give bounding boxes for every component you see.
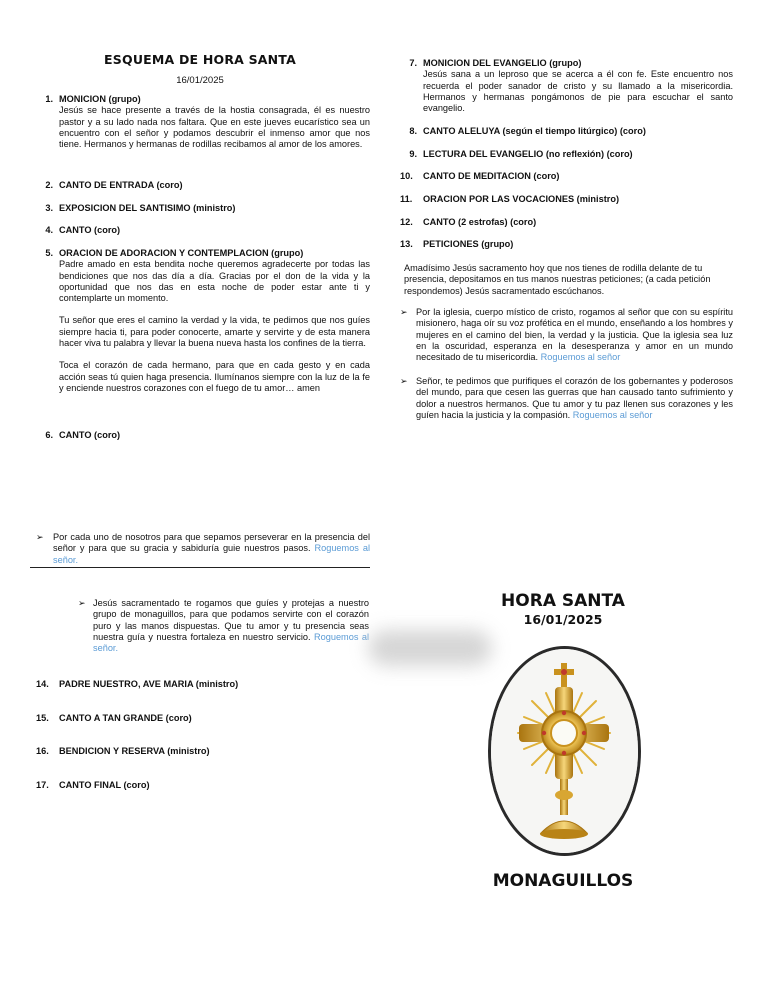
list-item xyxy=(400,126,733,137)
petitions-intro: Amadísimo Jesús sacramento hoy que nos tienes de rodilla delante de tu presencia, depositamos en tus manos nuestras peticiones; (a cada petición respondemos) Jesús sacramentado escúchanos. xyxy=(404,263,711,296)
petition-bullet xyxy=(78,598,369,654)
item-number: 14. xyxy=(36,679,49,689)
list-item xyxy=(36,430,370,441)
list-item xyxy=(400,171,733,182)
item-heading: CANTO FINAL (coro) xyxy=(59,780,150,790)
list-item xyxy=(36,225,370,236)
cover-subtitle: MONAGUILLOS xyxy=(492,871,634,891)
arrow-bullet-icon: ➢ xyxy=(400,376,408,386)
page-date: 16/01/2025 xyxy=(176,75,224,86)
list-item xyxy=(400,149,733,160)
item-number: 10. xyxy=(400,171,413,181)
item-heading: PETICIONES (grupo) xyxy=(423,239,514,249)
arrow-bullet-icon: ➢ xyxy=(36,532,44,542)
item-heading: ORACION POR LAS VOCACIONES (ministro) xyxy=(423,194,620,204)
cover-image-frame xyxy=(488,646,641,856)
item-number: 3. xyxy=(45,203,53,213)
item-heading: MONICION (grupo) xyxy=(59,94,141,104)
item-heading: BENDICION Y RESERVA (ministro) xyxy=(59,746,210,756)
item-body: Padre amado en esta bendita noche queremos agradecerte por todas las bendiciones que nos das día a día. Gracias por el don de la vida y la oportunidad que nos das en esta noche de poder estar ante ti y contemplarte un momento. xyxy=(59,259,370,304)
petition-text: Por la iglesia, cuerpo místico de cristo, rogamos al señor que con su espíritu misionero, haga oír su voz profética en el mundo, enseñando a los hombres y mujeres en el camino del bien, la verdad y la justicia. Que la iglesia sea luz en la oscuridad, esperanza en la desesperanza y amor en un mundo necesitado de tu misericordia. xyxy=(416,307,733,363)
item-heading: CANTO (coro) xyxy=(59,225,121,235)
item-number: 11. xyxy=(400,194,413,204)
list-item xyxy=(36,248,370,394)
arrow-bullet-icon: ➢ xyxy=(400,307,408,317)
item-number: 8. xyxy=(409,126,417,136)
petition-bullet xyxy=(36,532,370,566)
list-item xyxy=(400,239,733,250)
list-item xyxy=(400,194,733,205)
item-heading: PADRE NUESTRO, AVE MARIA (ministro) xyxy=(59,679,239,689)
item-heading: ORACION DE ADORACION Y CONTEMPLACION (grupo) xyxy=(59,248,304,258)
item-number: 12. xyxy=(400,217,413,227)
list-item xyxy=(36,180,370,191)
item-number: 13. xyxy=(400,239,413,249)
item-heading: CANTO ALELUYA (según el tiempo litúrgico) (coro) xyxy=(423,126,646,136)
petition-response: Roguemos al señor. xyxy=(93,631,369,654)
item-number: 2. xyxy=(45,180,53,190)
item-body: Toca el corazón de cada hermano, para que en cada gesto y en cada acción seas tú quien haga presencia. Ilumínanos siempre con la luz de la fe y enciende nuestros corazones con el fuego de tu amor… amen xyxy=(59,360,370,393)
item-heading: EXPOSICION DEL SANTISIMO (ministro) xyxy=(59,203,236,213)
arrow-bullet-icon: ➢ xyxy=(78,598,86,608)
item-heading: MONICION DEL EVANGELIO (grupo) xyxy=(423,58,582,68)
petition-text: Por cada uno de nosotros para que sepamos perseverar en la presencia del señor y para que su gracia y sabiduría guie nuestros pasos. xyxy=(53,532,370,554)
blurred-smudge xyxy=(368,630,492,666)
item-heading: CANTO (2 estrofas) (coro) xyxy=(423,217,537,227)
petition-response: Roguemos al señor xyxy=(540,352,621,363)
petition-response: Roguemos al señor. xyxy=(53,543,370,565)
item-number: 5. xyxy=(45,248,53,258)
item-heading: LECTURA DEL EVANGELIO (no reflexión) (coro) xyxy=(423,149,633,159)
item-heading: CANTO (coro) xyxy=(59,430,121,440)
monstrance-icon xyxy=(491,649,638,853)
item-number: 7. xyxy=(409,58,417,68)
petition-bullet xyxy=(400,307,733,363)
divider-line xyxy=(30,567,370,568)
list-item xyxy=(36,713,366,724)
list-item xyxy=(36,203,370,214)
list-item xyxy=(36,780,366,791)
petition-text: Jesús sacramentado te rogamos que guíes y protejas a nuestro grupo de monaguillos, para que podamos servirte con el corazón puro y las manos dispuestas. Que tu amor y tu presencia seas nuestra guía y nuestra fortaleza en nuestro servicio. xyxy=(93,598,369,642)
petition-text: Señor, te pedimos que purifiques el corazón de los gobernantes y poderosos del mundo, para que cesen las guerras que han causado tanto sufrimiento y dolor a nuestros hermanos. Que tu amor y tu paz llenen sus corazones y les guíen hacia la justicia y la compasión. xyxy=(416,376,733,420)
item-heading: CANTO DE ENTRADA (coro) xyxy=(59,180,183,190)
page-title: ESQUEMA DE HORA SANTA xyxy=(104,52,296,67)
item-number: 4. xyxy=(45,225,53,235)
list-item xyxy=(400,217,733,228)
list-item xyxy=(36,679,366,690)
item-number: 16. xyxy=(36,746,49,756)
petition-response: Roguemos al señor xyxy=(572,409,653,420)
item-heading: CANTO A TAN GRANDE (coro) xyxy=(59,713,192,723)
item-body: Jesús se hace presente a través de la hostia consagrada, él es nuestro pastor y a su lado nada nos faltara. Que en este jueves eucarístico sea un encuentro con el señor y podamos descubrir el inmenso amor que nos tiene. Hermanos y hermanas de rodillas recibamos al amor de los amores. xyxy=(59,105,370,150)
item-number: 17. xyxy=(36,780,49,790)
item-number: 1. xyxy=(45,94,53,104)
cover-date: 16/01/2025 xyxy=(523,612,603,627)
item-body: Jesús sana a un leproso que se acerca a él con fe. Este encuentro nos recuerda el poder sanador de cristo y su llamado a la misericordia. Hermanos y hermanas pongámonos de pie para escuchar el santo evangelio. xyxy=(423,69,733,114)
list-item xyxy=(36,746,366,757)
item-body: Tu señor que eres el camino la verdad y la vida, te pedimos que nos guíes siempre hacia ti, para poder conocerte, amarte y servirte y de esta manera hacer viva tu palabra y llevar la buena nueva hasta los confines de la tierra. xyxy=(59,315,370,349)
item-heading: CANTO DE MEDITACION (coro) xyxy=(423,171,560,181)
cover-title: HORA SANTA xyxy=(501,591,625,611)
item-number: 6. xyxy=(45,430,53,440)
petition-bullet xyxy=(400,376,733,421)
item-number: 15. xyxy=(36,713,49,723)
list-item xyxy=(400,58,733,114)
item-number: 9. xyxy=(409,149,417,159)
list-item xyxy=(36,94,370,150)
